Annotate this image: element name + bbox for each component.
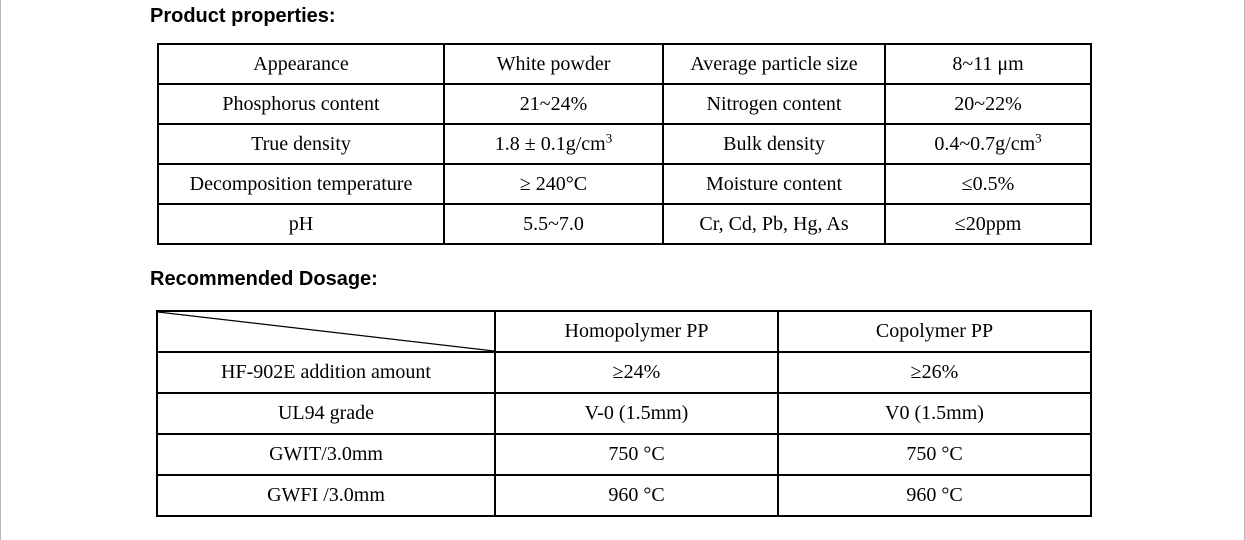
property-name: Cr, Cd, Pb, Hg, As (663, 204, 885, 244)
dosage-label: GWIT/3.0mm (157, 434, 495, 475)
property-value: 5.5~7.0 (444, 204, 663, 244)
property-name: Moisture content (663, 164, 885, 204)
diagonal-header-cell (157, 311, 495, 352)
table-row (158, 44, 1091, 84)
cubic-superscript: 3 (1035, 129, 1042, 145)
dosage-label: UL94 grade (157, 393, 495, 434)
diagonal-line (158, 312, 494, 351)
bulk-density-value: 0.4~0.7g/cm (934, 132, 1036, 155)
property-value: 21~24% (444, 84, 663, 124)
dosage-value: ≥26% (778, 352, 1091, 393)
column-header-copolymer: Copolymer PP (778, 311, 1091, 352)
true-density-value: 1.8 ± 0.1g/cm (494, 132, 606, 155)
dosage-value: 750 °C (495, 434, 778, 475)
dosage-value: 960 °C (495, 475, 778, 516)
product-properties-table (157, 43, 1092, 245)
property-name: Phosphorus content (158, 84, 444, 124)
dosage-value: 960 °C (778, 475, 1091, 516)
property-value (885, 124, 1091, 164)
table-row (158, 164, 1091, 204)
property-value: 20~22% (885, 84, 1091, 124)
page-left-border (0, 0, 1, 540)
dosage-value: ≥24% (495, 352, 778, 393)
property-value: ≤20ppm (885, 204, 1091, 244)
table-row (157, 475, 1091, 516)
property-value: ≥ 240°C (444, 164, 663, 204)
table-row (157, 393, 1091, 434)
property-name: pH (158, 204, 444, 244)
cubic-superscript: 3 (605, 129, 613, 145)
dosage-value: 750 °C (778, 434, 1091, 475)
dosage-label: HF-902E addition amount (157, 352, 495, 393)
column-header-homopolymer: Homopolymer PP (495, 311, 778, 352)
property-name: Decomposition temperature (158, 164, 444, 204)
property-name: True density (158, 124, 444, 164)
table-row (158, 204, 1091, 244)
table-row (157, 352, 1091, 393)
recommended-dosage-heading: Recommended Dosage: (150, 268, 378, 290)
product-properties-heading: Product properties: (150, 5, 336, 27)
table-row (157, 434, 1091, 475)
property-name: Average particle size (663, 44, 885, 84)
table-header-row (157, 311, 1091, 352)
property-value: ≤0.5% (885, 164, 1091, 204)
property-value: 8~11 μm (885, 44, 1091, 84)
property-value: White powder (444, 44, 663, 84)
property-name: Appearance (158, 44, 444, 84)
recommended-dosage-table (156, 310, 1092, 517)
property-name: Bulk density (663, 124, 885, 164)
table-row (158, 84, 1091, 124)
property-value (444, 124, 663, 164)
table-row (158, 124, 1091, 164)
dosage-label: GWFI /3.0mm (157, 475, 495, 516)
property-name: Nitrogen content (663, 84, 885, 124)
dosage-value: V0 (1.5mm) (778, 393, 1091, 434)
dosage-value: V-0 (1.5mm) (495, 393, 778, 434)
